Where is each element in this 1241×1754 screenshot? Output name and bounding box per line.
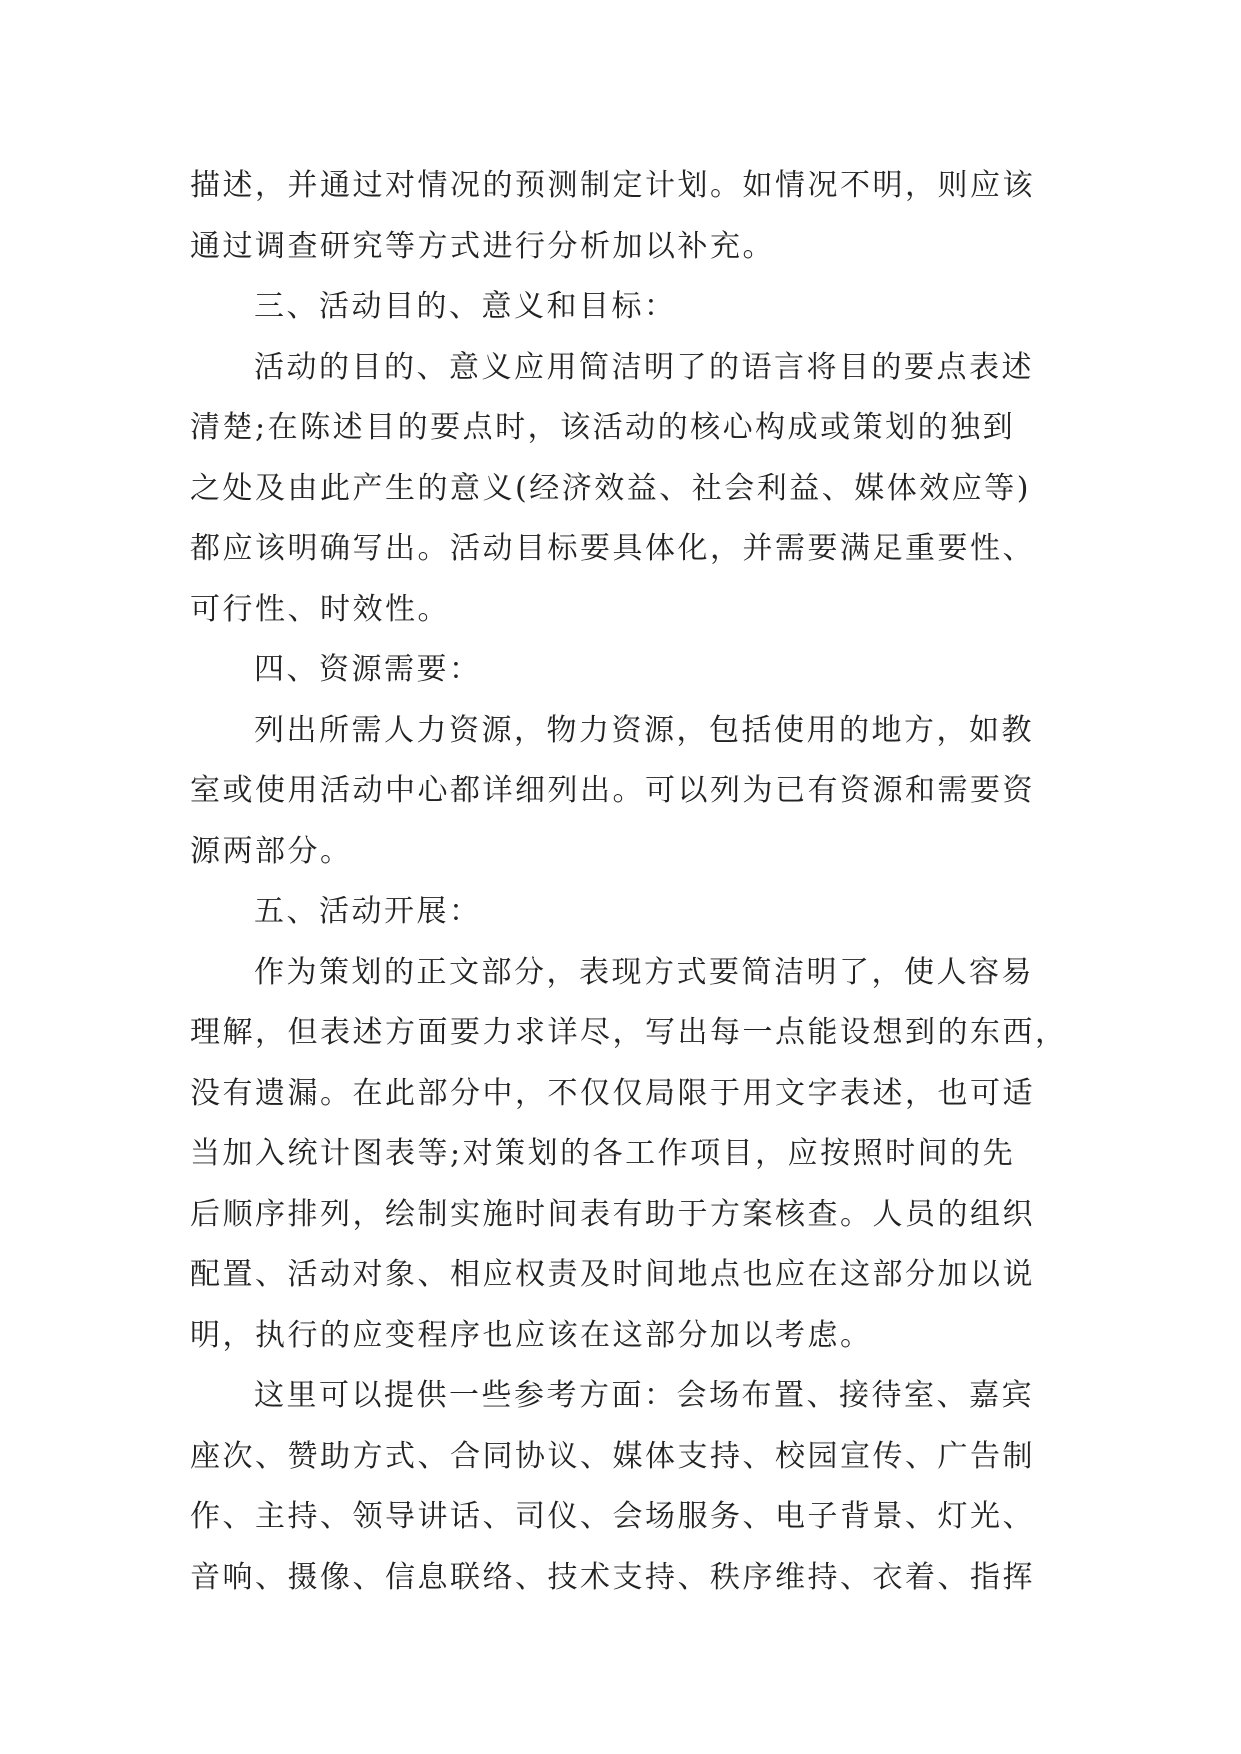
text-line: 这里可以提供一些参考方面：会场布置、接待室、嘉宾: [254, 1378, 1034, 1413]
text-line: 清楚;在陈述目的要点时，该活动的核心构成或策划的独到: [190, 410, 1016, 445]
text-line: 室或使用活动中心都详细列出。可以列为已有资源和需要资: [190, 773, 1035, 808]
text-line: 明，执行的应变程序也应该在这部分加以考虑。: [190, 1317, 873, 1353]
section-heading-four: 四、资源需要：: [254, 652, 482, 687]
section-heading-five: 五、活动开展：: [254, 894, 482, 929]
text-line: 描述，并通过对情况的预测制定计划。如情况不明，则应该: [190, 168, 1035, 203]
text-line: 列出所需人力资源，物力资源，包括使用的地方，如教: [254, 712, 1034, 748]
text-line: 活动的目的、意义应用简洁明了的语言将目的要点表述: [254, 349, 1034, 385]
text-line: 音响、摄像、信息联络、技术支持、秩序维持、衣着、指挥: [190, 1559, 1035, 1595]
text-line: 座次、赞助方式、合同协议、媒体支持、校园宣传、广告制: [190, 1438, 1035, 1474]
document-body: [190, 156, 1080, 1608]
text-line: 作为策划的正文部分，表现方式要简洁明了，使人容易: [254, 954, 1034, 990]
text-line: 后顺序排列，绘制实施时间表有助于方案核查。人员的组织: [190, 1196, 1035, 1232]
text-line: 之处及由此产生的意义(经济效益、社会利益、媒体效应等): [190, 470, 1031, 506]
text-line: 理解，但表述方面要力求详尽，写出每一点能设想到的东西，: [190, 1015, 1068, 1050]
text-line: 都应该明确写出。活动目标要具体化，并需要满足重要性、: [190, 531, 1035, 566]
text-line: 作、主持、领导讲话、司仪、会场服务、电子背景、灯光、: [190, 1499, 1035, 1534]
text-line: 当加入统计图表等;对策划的各工作项目，应按照时间的先: [190, 1136, 1016, 1171]
text-line: 可行性、时效性。: [190, 591, 450, 627]
text-line: 没有遗漏。在此部分中，不仅仅局限于用文字表述，也可适: [190, 1075, 1035, 1111]
text-line: 源两部分。: [190, 833, 353, 869]
text-line: 配置、活动对象、相应权责及时间地点也应在这部分加以说: [190, 1257, 1035, 1292]
section-heading-three: 三、活动目的、意义和目标：: [254, 289, 677, 324]
text-line: 通过调查研究等方式进行分析加以补充。: [190, 228, 775, 264]
